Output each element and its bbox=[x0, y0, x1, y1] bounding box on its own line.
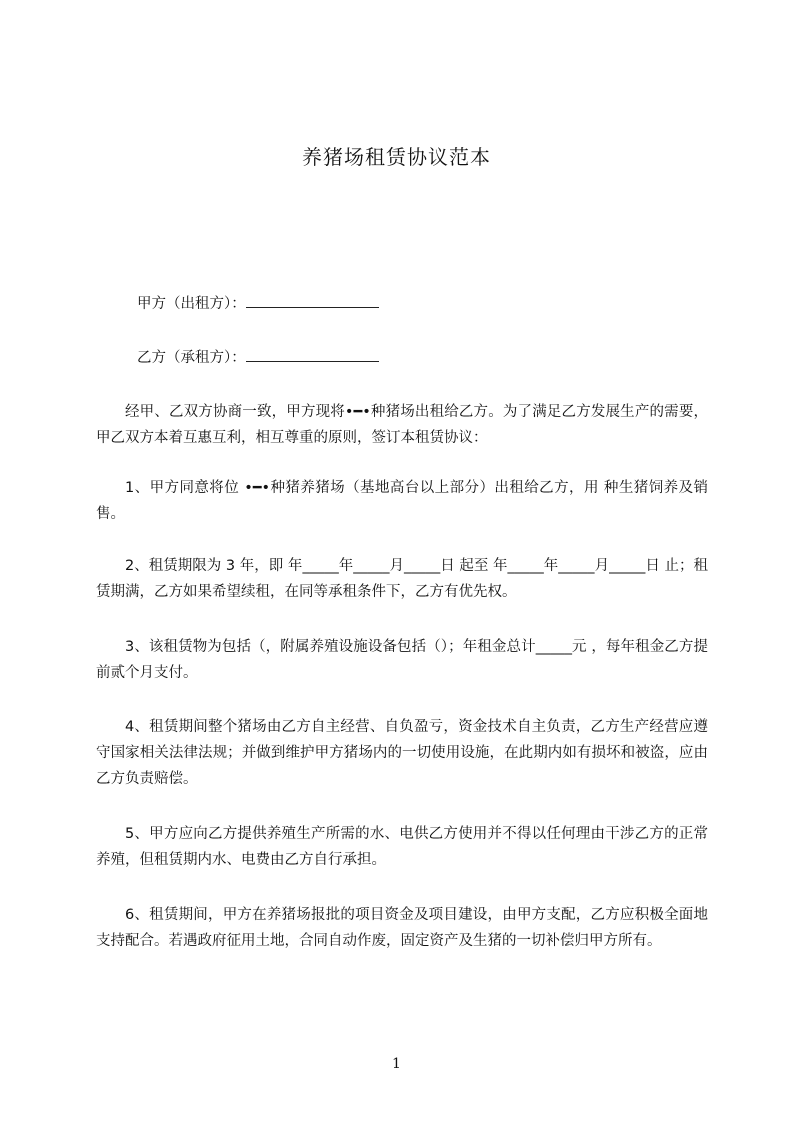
paragraph-clause-6: 6、租赁期间，甲方在养猪场报批的项目资金及项目建设，由甲方支配，乙方应积极全面地支持配合。若遇政府征用土地，合同自动作废，固定资产及生猪的一切补偿归甲方所有。 bbox=[96, 907, 708, 949]
paragraph-clause-1: 1、甲方同意将位 •━•种猪养猪场（基地高台以上部分）出租给乙方，用 种生猪饲养及销售。 bbox=[96, 480, 708, 522]
party-a-blank bbox=[246, 293, 379, 308]
paragraph-clause-5: 5、甲方应向乙方提供养殖生产所需的水、电供乙方使用并不得以任何理由干涉乙方的正常养殖，但租赁期内水、电费由乙方自行承担。 bbox=[96, 826, 708, 868]
party-b-blank bbox=[246, 347, 379, 362]
document-title: 养猪场租赁协议范本 bbox=[302, 145, 491, 169]
paragraph-intro: 经甲、乙双方协商一致，甲方现将•━•种猪场出租给乙方。为了满足乙方发展生产的需要，甲乙双方本着互惠互利，相互尊重的原则，签订本租赁协议： bbox=[96, 404, 708, 446]
party-b-line bbox=[137, 346, 379, 367]
paragraph-clause-4: 4、租赁期间整个猪场由乙方自主经营、自负盈亏，资金技术自主负责，乙方生产经营应遵守国家相关法律法规；并做到维护甲方猪场内的一切使用设施，在此期内如有损坏和被盗，应由乙方负责赔偿。 bbox=[96, 719, 708, 787]
page-number: 1 bbox=[392, 1056, 401, 1072]
paragraph-clause-2: 2、租赁期限为 3 年，即 年_____年_____月_____日 起至 年_____年_____月_____日 止；租赁期满，乙方如果希望续租，在同等承租条件下，乙方有优先权。 bbox=[96, 558, 708, 600]
party-a-line bbox=[137, 292, 379, 313]
paragraph-clause-3: 3、该租赁物为包括（，附属养殖设施设备包括（）；年租金总计_____元 ，每年租金乙方提前贰个月支付。 bbox=[96, 639, 708, 681]
party-a-label: 甲方（出租方）： bbox=[137, 296, 246, 312]
party-b-label: 乙方（承租方）： bbox=[137, 350, 246, 366]
